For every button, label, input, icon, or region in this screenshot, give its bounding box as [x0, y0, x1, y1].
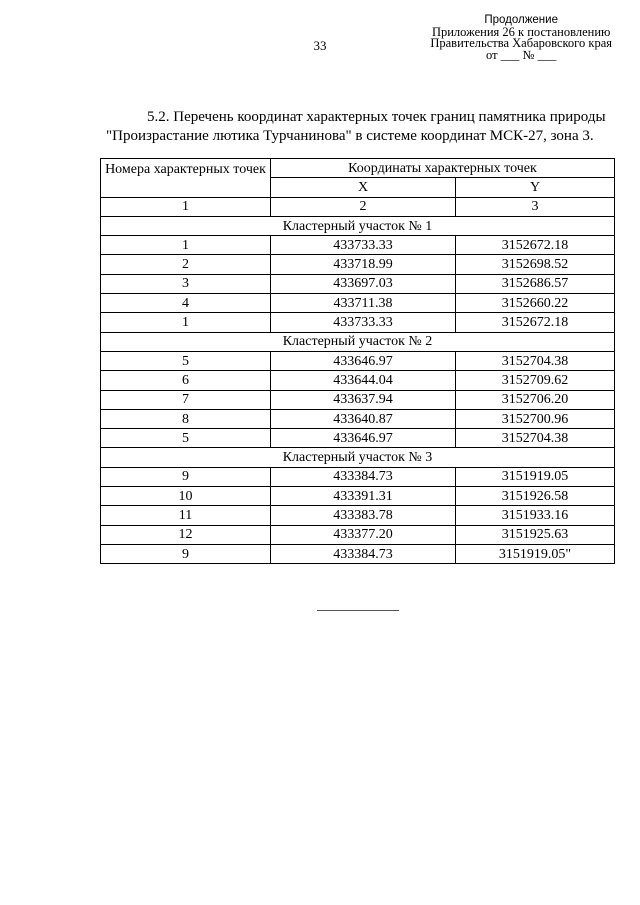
point-number-cell: 3 [101, 274, 271, 293]
section-title: Кластерный участок № 3 [101, 448, 615, 467]
point-number-cell: 9 [101, 544, 271, 563]
coordinates-table [100, 158, 615, 564]
table-header-row [101, 159, 615, 178]
header-date-number: от ___ № ___ [485, 47, 557, 62]
point-number-cell: 4 [101, 294, 271, 313]
column-index-cell: 1 [101, 197, 271, 216]
table-row [101, 274, 615, 293]
y-coordinate-cell: 3152706.20 [456, 390, 615, 409]
section-row [101, 216, 615, 235]
point-number-cell: 10 [101, 487, 271, 506]
x-coordinate-cell: 433646.97 [271, 429, 456, 448]
y-coordinate-cell: 3152672.18 [456, 313, 615, 332]
y-coordinate-cell: 3151919.05 [456, 467, 615, 486]
table-row [101, 487, 615, 506]
x-coordinate-cell: 433646.97 [271, 351, 456, 370]
point-number-cell: 12 [101, 525, 271, 544]
point-number-cell: 9 [101, 467, 271, 486]
y-coordinate-cell: 3151925.63 [456, 525, 615, 544]
column-header-x: X [271, 178, 456, 197]
table-row [101, 371, 615, 390]
point-number-cell: 5 [101, 351, 271, 370]
x-coordinate-cell: 433377.20 [271, 525, 456, 544]
table-row [101, 506, 615, 525]
header-appendix: Приложения 26 к постановлению [431, 24, 611, 39]
table-row [101, 351, 615, 370]
table-row [101, 294, 615, 313]
table-row [101, 255, 615, 274]
header-government: Правительства Хабаровского края [430, 36, 612, 50]
y-coordinate-cell: 3151926.58 [456, 487, 615, 506]
footer-divider [317, 610, 399, 611]
column-index-cell: 3 [456, 197, 615, 216]
x-coordinate-cell: 433383.78 [271, 506, 456, 525]
section-row [101, 448, 615, 467]
point-number-cell: 2 [101, 255, 271, 274]
section-title: Кластерный участок № 2 [101, 332, 615, 351]
x-coordinate-cell: 433733.33 [271, 236, 456, 255]
x-coordinate-cell: 433384.73 [271, 544, 456, 563]
section-title: Кластерный участок № 1 [101, 216, 615, 235]
y-coordinate-cell: 3151933.16 [456, 506, 615, 525]
point-number-cell: 1 [101, 313, 271, 332]
y-coordinate-cell: 3152709.62 [456, 371, 615, 390]
y-coordinate-cell: 3152700.96 [456, 409, 615, 428]
table-row [101, 467, 615, 486]
table-row [101, 236, 615, 255]
y-coordinate-cell: 3152704.38 [456, 351, 615, 370]
y-coordinate-cell: 3152686.57 [456, 274, 615, 293]
column-index-cell: 2 [271, 197, 456, 216]
x-coordinate-cell: 433733.33 [271, 313, 456, 332]
document-header [430, 15, 612, 61]
x-coordinate-cell: 433637.94 [271, 390, 456, 409]
header-continuation: Продолжение [484, 14, 558, 26]
heading-line-2: "Произрастание лютика Турчанинова" в системе координат МСК-27, зона 3. [106, 128, 594, 144]
table-body [101, 197, 615, 564]
column-index-row [101, 197, 615, 216]
column-header-point-numbers: Номера характерных точек [101, 159, 271, 198]
point-number-cell: 6 [101, 371, 271, 390]
heading-line-1: 5.2. Перечень координат характерных точек границ памятника природы [147, 109, 606, 125]
table-row [101, 544, 615, 563]
point-number-cell: 1 [101, 236, 271, 255]
x-coordinate-cell: 433711.38 [271, 294, 456, 313]
section-heading [100, 108, 620, 146]
point-number-cell: 7 [101, 390, 271, 409]
x-coordinate-cell: 433384.73 [271, 467, 456, 486]
x-coordinate-cell: 433640.87 [271, 409, 456, 428]
x-coordinate-cell: 433697.03 [271, 274, 456, 293]
column-header-y: Y [456, 178, 615, 197]
y-coordinate-cell: 3151919.05" [456, 544, 615, 563]
x-coordinate-cell: 433718.99 [271, 255, 456, 274]
y-coordinate-cell: 3152672.18 [456, 236, 615, 255]
point-number-cell: 11 [101, 506, 271, 525]
table-row [101, 409, 615, 428]
table-row [101, 525, 615, 544]
table-row [101, 390, 615, 409]
point-number-cell: 5 [101, 429, 271, 448]
x-coordinate-cell: 433391.31 [271, 487, 456, 506]
x-coordinate-cell: 433644.04 [271, 371, 456, 390]
column-header-coordinates: Координаты характерных точек [271, 159, 615, 178]
y-coordinate-cell: 3152704.38 [456, 429, 615, 448]
y-coordinate-cell: 3152660.22 [456, 294, 615, 313]
y-coordinate-cell: 3152698.52 [456, 255, 615, 274]
page-number: 33 [313, 38, 327, 53]
point-number-cell: 8 [101, 409, 271, 428]
table-row [101, 429, 615, 448]
table-row [101, 313, 615, 332]
section-row [101, 332, 615, 351]
